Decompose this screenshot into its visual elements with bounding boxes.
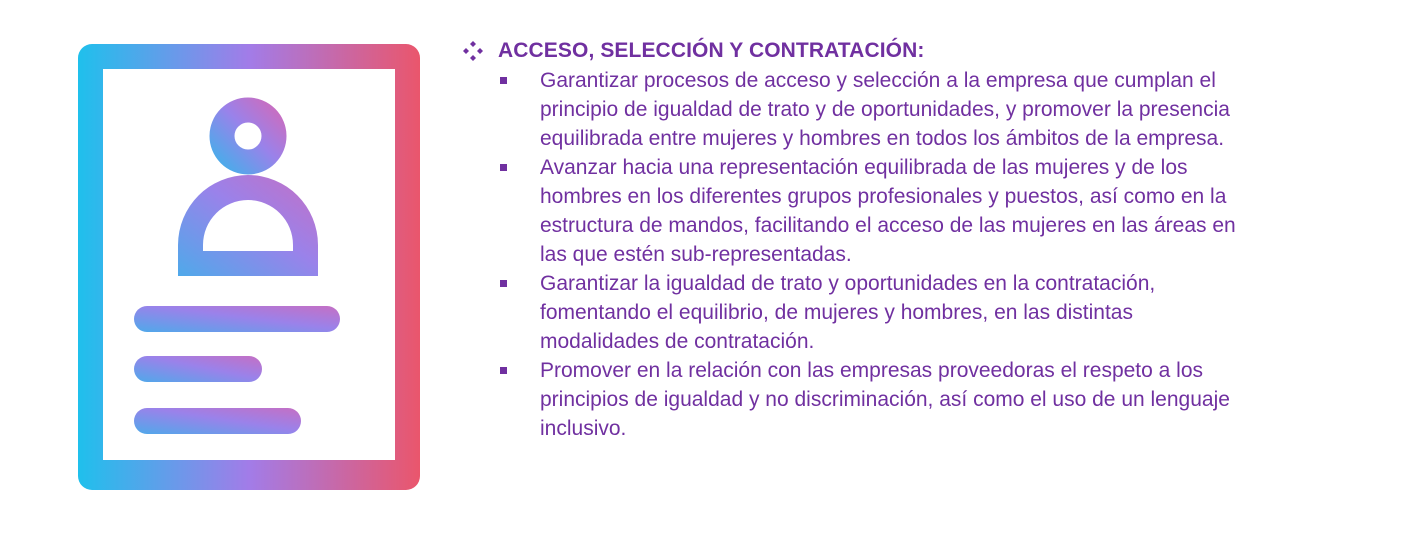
four-diamond-bullet-icon xyxy=(462,40,484,62)
line: inclusivo. xyxy=(540,417,627,440)
line: equilibrada entre mujeres y hombres en todos los ámbitos de la empresa. xyxy=(540,127,1225,150)
line: las que estén sub-representadas. xyxy=(540,243,852,266)
line: Garantizar procesos de acceso y selección a la empresa que cumplan el xyxy=(540,69,1216,92)
line: principios de igualdad y no discriminación, así como el uso de un lenguaje xyxy=(540,388,1230,411)
objectives-list xyxy=(460,66,1380,443)
list-item xyxy=(500,66,1380,153)
list-item xyxy=(500,356,1380,443)
line: Avanzar hacia una representación equilibrada de las mujeres y de los xyxy=(540,156,1188,179)
list-item xyxy=(500,269,1380,356)
text-line-medium xyxy=(134,408,301,434)
objectives-section xyxy=(460,36,1380,443)
text-line-short xyxy=(134,356,262,382)
avatar-head xyxy=(222,110,274,162)
section-heading xyxy=(460,36,1380,66)
line: principio de igualdad de trato y de oportunidades, y promover la presencia xyxy=(540,98,1230,121)
square-bullet-icon xyxy=(500,164,507,171)
line: estructura de mandos, facilitando el acceso de las mujeres en las áreas en xyxy=(540,214,1236,237)
square-bullet-icon xyxy=(500,77,507,84)
line: modalidades de contratación. xyxy=(540,330,815,353)
section-heading-text: ACCESO, SELECCIÓN Y CONTRATACIÓN: xyxy=(498,39,925,62)
avatar-body xyxy=(178,175,318,276)
line: hombres en los diferentes grupos profesionales y puestos, así como en la xyxy=(540,185,1227,208)
line: fomentando el equilibrio, de mujeres y hombres, en las distintas xyxy=(540,301,1133,324)
line: Garantizar la igualdad de trato y oportunidades en la contratación, xyxy=(540,272,1156,295)
resume-profile-document-icon xyxy=(78,44,420,490)
line: Promover en la relación con las empresas proveedoras el respeto a los xyxy=(540,359,1204,382)
list-item xyxy=(500,153,1380,269)
square-bullet-icon xyxy=(500,280,507,287)
square-bullet-icon xyxy=(500,367,507,374)
text-line-long xyxy=(134,306,340,332)
